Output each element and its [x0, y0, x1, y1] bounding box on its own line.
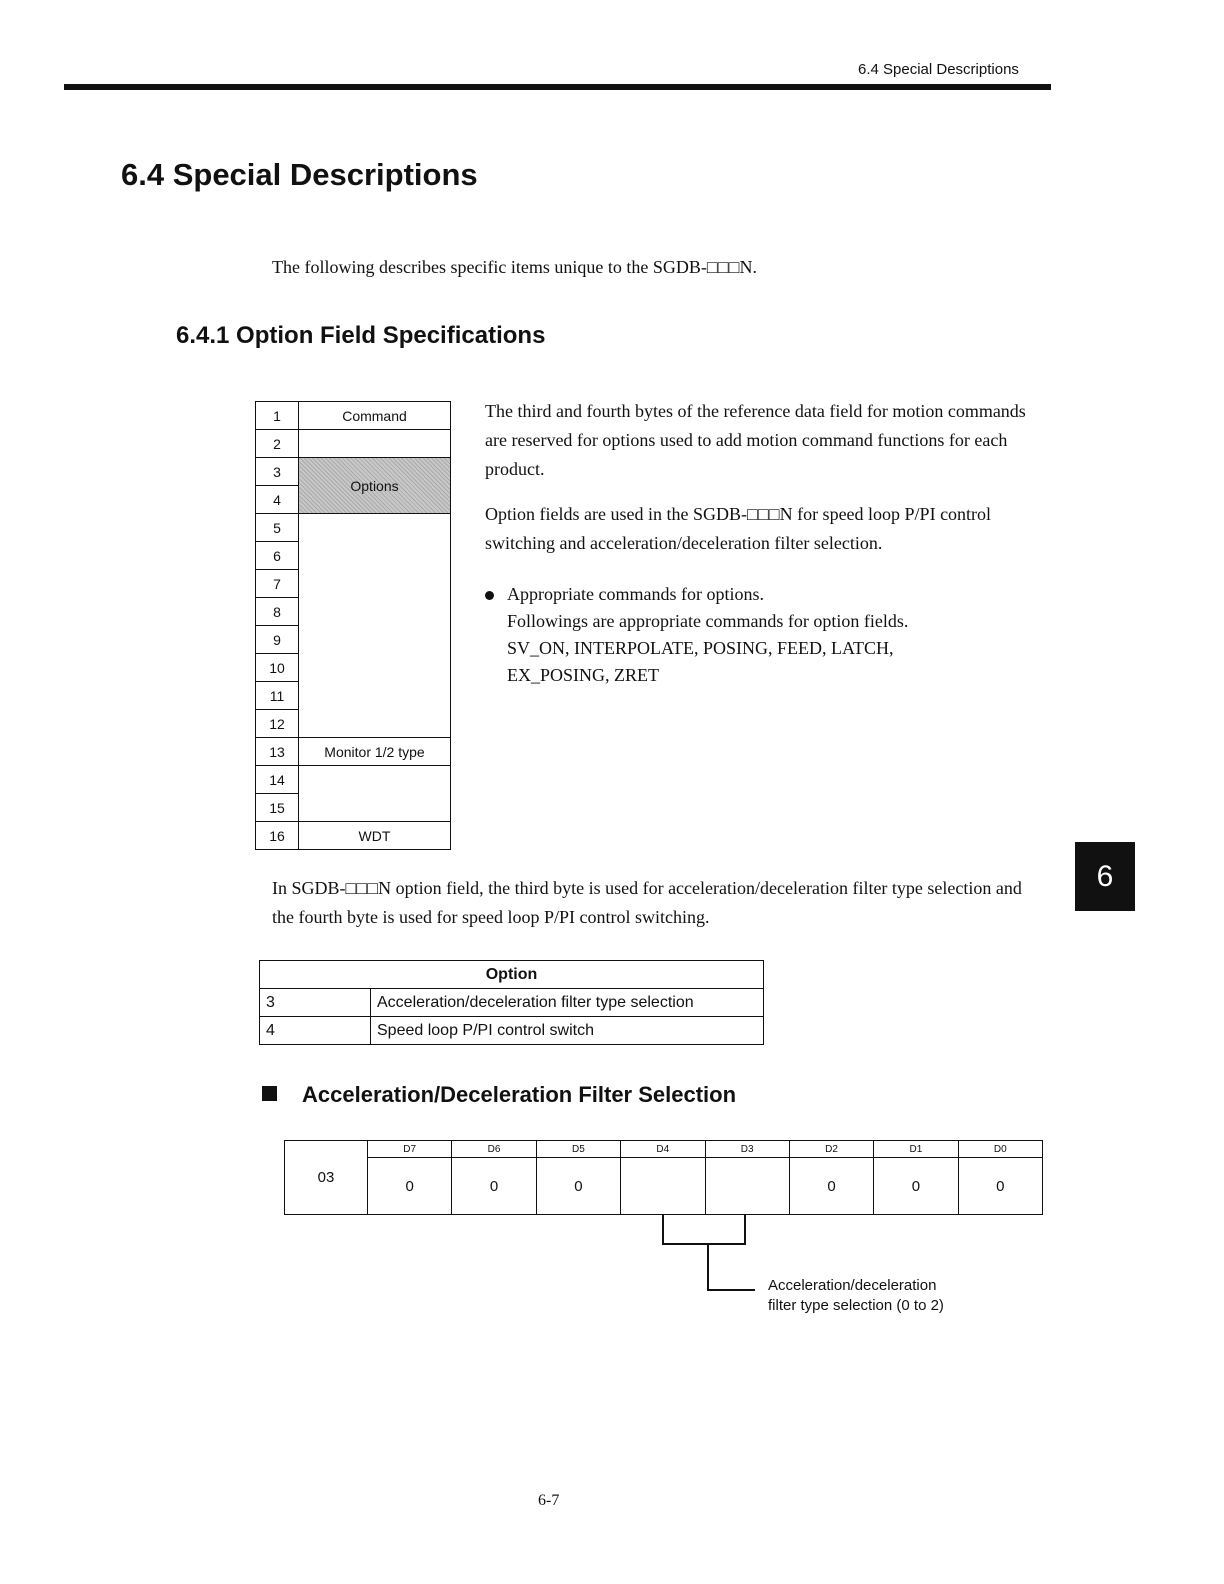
- field-byte-number: 12: [256, 710, 299, 738]
- field-byte-number: 10: [256, 654, 299, 682]
- field-byte-number: 15: [256, 794, 299, 822]
- description-paragraph: Option fields are used in the SGDB-□□□N for speed loop P/PI control switching and acceleration/deceleration filter selection.: [485, 504, 992, 553]
- field-byte-number: 8: [256, 598, 299, 626]
- bit-label: D5: [536, 1141, 620, 1158]
- field-byte-number: 13: [256, 738, 299, 766]
- field-byte-number: 14: [256, 766, 299, 794]
- bullet-text: Followings are appropriate commands for option fields.: [507, 611, 909, 631]
- bit-header-row: [285, 1141, 1043, 1158]
- table-row: [256, 766, 451, 794]
- bit-table: [284, 1140, 1043, 1215]
- field-byte-number: 6: [256, 542, 299, 570]
- table-row: [256, 822, 451, 850]
- bit-value: 0: [536, 1158, 620, 1215]
- chapter-tab: 6: [1075, 842, 1135, 911]
- empty-cell: [299, 430, 451, 458]
- wdt-cell: WDT: [299, 822, 451, 850]
- header-rule: [64, 84, 1051, 90]
- bit-value: 0: [958, 1158, 1042, 1215]
- byte-label: 03: [285, 1141, 368, 1215]
- bit-label: D1: [874, 1141, 958, 1158]
- bit-value-row: [285, 1158, 1043, 1215]
- page-title: 6.4 Special Descriptions: [121, 157, 478, 192]
- subsection-title: [262, 1082, 736, 1108]
- option-byte: 3: [260, 989, 371, 1017]
- reserved-cell: [299, 514, 451, 738]
- table-row: [256, 430, 451, 458]
- subsection-title-text: Acceleration/Deceleration Filter Selection: [302, 1082, 737, 1107]
- option-byte: 4: [260, 1017, 371, 1045]
- bit-label: D3: [705, 1141, 789, 1158]
- square-bullet-icon: [262, 1086, 277, 1101]
- bit-label: D4: [621, 1141, 705, 1158]
- page-number: 6-7: [538, 1492, 560, 1509]
- bit-value: 0: [368, 1158, 452, 1215]
- bit-label: D0: [958, 1141, 1042, 1158]
- options-cell: Options: [299, 458, 451, 514]
- intro-text: The following describes specific items unique to the SGDB-□□□N.: [272, 257, 758, 277]
- bullet-block: [485, 581, 1040, 689]
- running-header: 6.4 Special Descriptions: [858, 61, 1019, 78]
- field-table: [255, 401, 451, 850]
- bit-label: D2: [789, 1141, 873, 1158]
- field-byte-number: 7: [256, 570, 299, 598]
- table-row: [256, 458, 451, 486]
- note-paragraph: In SGDB-□□□N option field, the third byte is used for acceleration/deceleration filter type selection and the fourth byte is used for speed loop P/PI control switching.: [272, 878, 1022, 927]
- field-byte-number: 2: [256, 430, 299, 458]
- bracket-line: [663, 1215, 745, 1244]
- table-row: [256, 514, 451, 542]
- bit-value: 0: [452, 1158, 536, 1215]
- table-row: [256, 402, 451, 430]
- section-title: 6.4.1 Option Field Specifications: [176, 322, 546, 349]
- description-block: [485, 397, 1040, 574]
- field-byte-number: 1: [256, 402, 299, 430]
- bracket-label-line: filter type selection (0 to 2): [768, 1297, 944, 1314]
- monitor-cell: Monitor 1/2 type: [299, 738, 451, 766]
- bit-value: [705, 1158, 789, 1215]
- table-row: [256, 738, 451, 766]
- bracket-label: [768, 1276, 944, 1316]
- field-byte-number: 16: [256, 822, 299, 850]
- field-byte-number: 4: [256, 486, 299, 514]
- bracket-label-line: Acceleration/deceleration: [768, 1277, 937, 1294]
- bullet-icon: [485, 591, 494, 600]
- field-byte-number: 11: [256, 682, 299, 710]
- option-function: Speed loop P/PI control switch: [371, 1017, 764, 1045]
- bullet-heading: Appropriate commands for options.: [507, 584, 764, 604]
- bullet-text: EX_POSING, ZRET: [507, 665, 659, 685]
- bit-value: [621, 1158, 705, 1215]
- field-byte-number: 3: [256, 458, 299, 486]
- bit-label: D7: [368, 1141, 452, 1158]
- monitor-data-cell: [299, 766, 451, 822]
- table-row: [260, 989, 764, 1017]
- bullet-text: SV_ON, INTERPOLATE, POSING, FEED, LATCH,: [507, 638, 894, 658]
- option-function: Acceleration/deceleration filter type selection: [371, 989, 764, 1017]
- bit-value: 0: [874, 1158, 958, 1215]
- option-header: Option: [260, 961, 764, 989]
- field-byte-number: 9: [256, 626, 299, 654]
- bracket-leader-line: [708, 1244, 755, 1290]
- table-row: [260, 1017, 764, 1045]
- description-paragraph: The third and fourth bytes of the reference data field for motion commands are reserved for options used to add motion command functions for each product.: [485, 401, 1026, 479]
- table-header-row: [260, 961, 764, 989]
- field-byte-number: 5: [256, 514, 299, 542]
- bit-value: 0: [789, 1158, 873, 1215]
- bit-label: D6: [452, 1141, 536, 1158]
- command-cell: Command: [299, 402, 451, 430]
- option-table: [259, 960, 764, 1045]
